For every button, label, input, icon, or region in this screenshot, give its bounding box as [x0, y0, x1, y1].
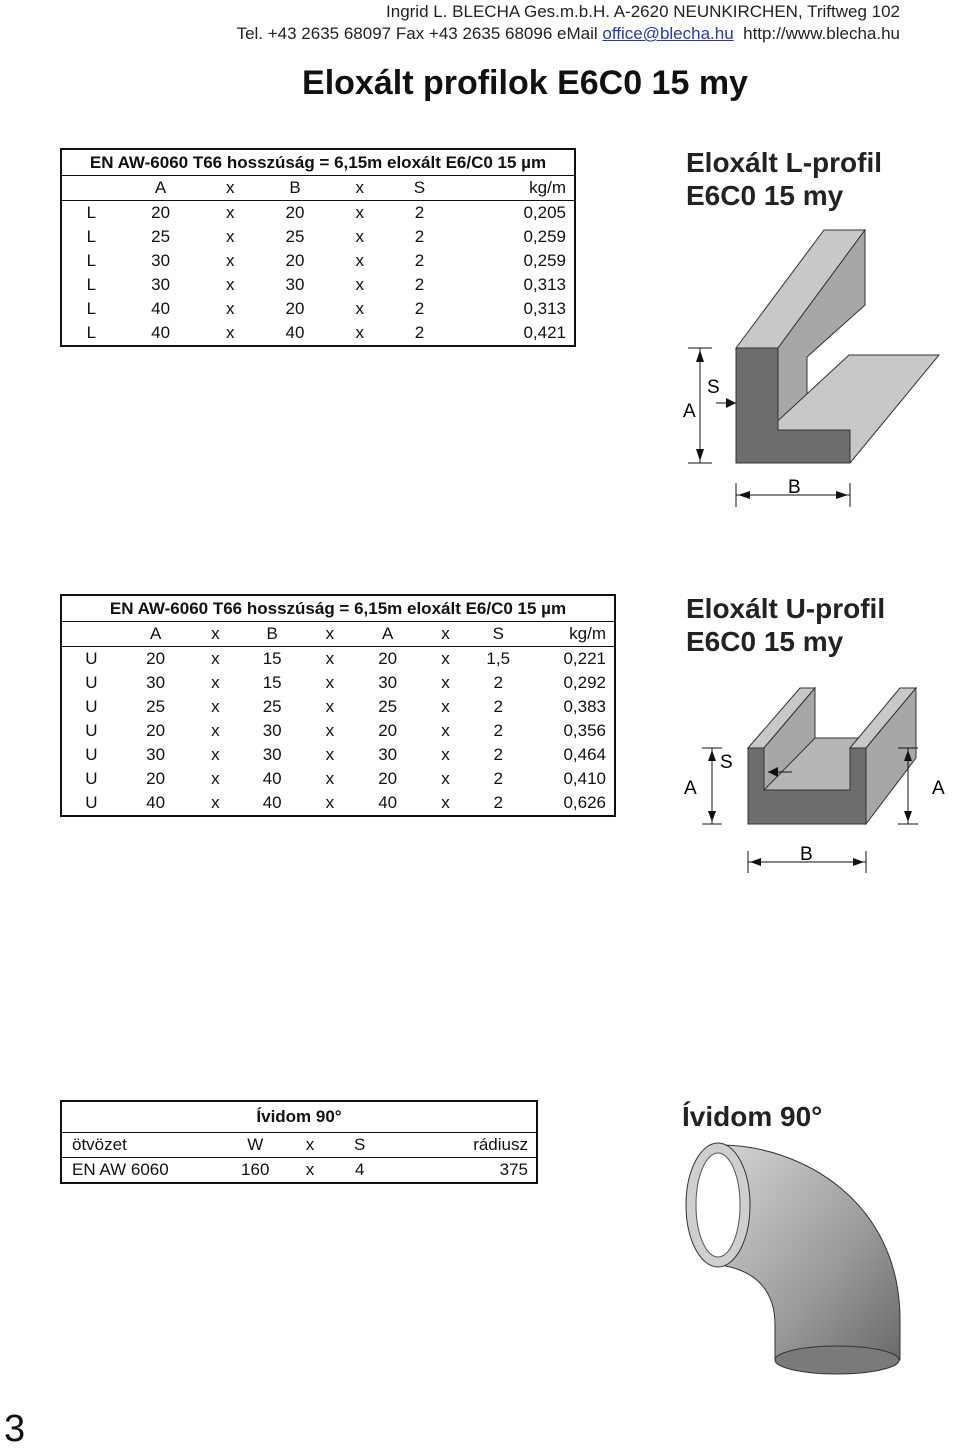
u-table-cell: 25: [262, 697, 282, 716]
u-table-cell: A: [356, 622, 420, 647]
l-table-cell: 25: [151, 227, 171, 246]
elbow-table-cell: EN AW 6060: [72, 1160, 169, 1179]
l-table-cell: x: [355, 299, 364, 318]
u-table-cell: 40: [378, 793, 398, 812]
u-table-row: [61, 743, 615, 767]
l-table-row: [61, 249, 575, 273]
l-label-s: S: [707, 377, 720, 398]
l-table-cell: L: [86, 275, 97, 294]
l-table-cell: 20: [285, 251, 305, 270]
elbow-table-header-row: [61, 1133, 537, 1158]
u-table-cell: 30: [262, 745, 282, 764]
l-table-cell: 30: [285, 275, 305, 294]
u-table-cell: 2: [493, 745, 503, 764]
l-table-cell: x: [226, 203, 235, 222]
u-table-cell: 30: [378, 745, 398, 764]
u-table-row: [61, 671, 615, 695]
l-table-header-row: [61, 176, 575, 201]
u-table-cell: x: [325, 649, 335, 668]
u-table-cell: 30: [146, 673, 166, 692]
u-table-cell: x: [325, 721, 335, 740]
elbow-table-cell: 375: [499, 1160, 528, 1179]
company-line: Ingrid L. BLECHA Ges.m.b.H. A-2620 NEUNKIRCHEN, Triftweg 102: [386, 2, 900, 21]
u-table-cell: 15: [262, 673, 282, 692]
u-table-cell: U: [85, 769, 98, 788]
l-table-cell: x: [226, 227, 235, 246]
contact-line: [237, 24, 900, 44]
elbow-table-cell: 160: [241, 1160, 270, 1179]
l-table-cell: L: [86, 227, 97, 246]
u-table-cell: 20: [378, 721, 398, 740]
l-table-row: [61, 225, 575, 249]
l-label-a: A: [683, 401, 696, 422]
l-table-cell: 40: [151, 323, 171, 342]
elbow-table-cell: x: [290, 1133, 330, 1158]
l-table-cell: x: [355, 203, 364, 222]
u-table-cell: 40: [146, 793, 166, 812]
l-table-cell: x: [226, 299, 235, 318]
l-table-cell: L: [86, 323, 97, 342]
u-table-cell: 20: [146, 721, 166, 740]
u-table-row: [61, 791, 615, 816]
elbow-table-row: [61, 1158, 537, 1184]
l-table-cell: x: [200, 176, 260, 201]
l-table-cell: 30: [151, 275, 171, 294]
u-table-cell: x: [441, 697, 450, 716]
l-table-cell: 2: [414, 203, 425, 222]
u-table-cell: U: [85, 721, 98, 740]
l-table-cell: 20: [285, 203, 305, 222]
l-table-cell: [61, 176, 121, 201]
l-table-cell: L: [86, 203, 97, 222]
u-table-cell: 2: [493, 673, 503, 692]
u-table-cell: x: [441, 745, 450, 764]
elbow-bottom-end: [775, 1346, 899, 1374]
u-table-cell: 0,356: [563, 721, 606, 740]
u-table-cell: x: [325, 697, 335, 716]
u-table-cell: 0,464: [563, 745, 606, 764]
l-heading-line2: E6C0 15 my: [686, 180, 844, 211]
l-table-cell: x: [355, 251, 364, 270]
l-table-cell: 2: [414, 323, 425, 342]
elbow-table-cell: W: [220, 1133, 290, 1158]
l-table-row: [61, 273, 575, 297]
u-profile-heading: [686, 592, 885, 658]
l-table-cell: x: [355, 323, 364, 342]
u-table-caption: EN AW-6060 T66 hosszúság = 6,15m eloxált E6/C0 15 µm: [61, 595, 615, 622]
u-table-cell: x: [420, 622, 472, 647]
l-table-cell: 40: [151, 299, 171, 318]
elbow-heading: Ívidom 90°: [682, 1101, 823, 1132]
u-table-cell: x: [441, 673, 450, 692]
l-table-cell: 20: [285, 299, 305, 318]
elbow-table-cell: rádiusz: [390, 1133, 537, 1158]
u-table-cell: 25: [378, 697, 398, 716]
u-table-cell: kg/m: [525, 622, 615, 647]
l-table-cell: x: [226, 251, 235, 270]
u-table-cell: [61, 622, 121, 647]
u-table-cell: x: [211, 649, 220, 668]
l-table-cell: x: [226, 323, 235, 342]
u-table-cell: 0,221: [563, 649, 606, 668]
l-table-cell: x: [226, 275, 235, 294]
elbow-table-cell: x: [305, 1160, 315, 1179]
u-table-cell: 20: [146, 769, 166, 788]
l-table-cell: 0,205: [523, 203, 566, 222]
page-title: Eloxált profilok E6C0 15 my: [302, 64, 748, 102]
l-table-row: [61, 201, 575, 226]
u-table-cell: x: [211, 697, 220, 716]
u-table-header-row: [61, 622, 615, 647]
l-table-caption: EN AW-6060 T66 hosszúság = 6,15m eloxált E6/C0 15 µm: [61, 149, 575, 176]
u-table-cell: 1,5: [486, 649, 511, 668]
u-heading-line2: E6C0 15 my: [686, 626, 844, 657]
u-table-cell: x: [441, 769, 450, 788]
u-table-cell: S: [471, 622, 525, 647]
l-table-cell: 2: [414, 275, 425, 294]
u-label-a-left: A: [684, 778, 697, 799]
u-table-cell: 20: [378, 649, 398, 668]
u-table-row: [61, 767, 615, 791]
l-table-cell: 40: [285, 323, 305, 342]
l-table-cell: S: [390, 176, 450, 201]
u-table-cell: B: [240, 622, 304, 647]
u-label-b: B: [800, 844, 813, 865]
u-table-cell: 2: [493, 793, 503, 812]
l-table-cell: 0,259: [523, 227, 566, 246]
u-table-cell: U: [85, 697, 98, 716]
elbow-table-cell: ötvözet: [61, 1133, 220, 1158]
u-table-cell: x: [211, 769, 220, 788]
elbow-opening-inner: [696, 1153, 740, 1257]
u-table-cell: 2: [493, 697, 503, 716]
u-table-cell: x: [304, 622, 356, 647]
u-table-cell: U: [85, 673, 98, 692]
l-table-cell: L: [86, 299, 97, 318]
l-table-cell: 2: [414, 299, 425, 318]
u-table-cell: 15: [262, 649, 282, 668]
elbow-diagram: [660, 1140, 940, 1400]
u-table-row: [61, 647, 615, 672]
l-heading-line1: Eloxált L-profil: [686, 147, 882, 178]
u-table-cell: x: [441, 721, 450, 740]
elbow-table: [60, 1100, 538, 1184]
l-label-b: B: [788, 477, 801, 498]
l-table-cell: 25: [285, 227, 305, 246]
u-table-cell: U: [85, 793, 98, 812]
l-table-cell: 30: [151, 251, 171, 270]
u-table-cell: x: [325, 769, 335, 788]
u-heading-line1: Eloxált U-profil: [686, 593, 886, 624]
u-table-cell: x: [190, 622, 240, 647]
email-link[interactable]: office@blecha.hu: [602, 24, 734, 43]
l-table-cell: B: [260, 176, 330, 201]
u-table-cell: x: [211, 721, 220, 740]
l-table-cell: 0,421: [523, 323, 566, 342]
l-profile-table: [60, 148, 576, 347]
u-table-cell: x: [441, 649, 450, 668]
u-table-cell: x: [325, 793, 335, 812]
u-table-cell: U: [85, 649, 98, 668]
website-text: http://www.blecha.hu: [743, 24, 900, 43]
u-table-cell: 25: [146, 697, 166, 716]
elbow-table-cell: S: [330, 1133, 390, 1158]
u-table-cell: x: [211, 673, 220, 692]
u-table-cell: 0,410: [563, 769, 606, 788]
phone-fax-text: Tel. +43 2635 68097 Fax +43 2635 68096 eMail: [236, 24, 603, 43]
l-profile-diagram: [660, 225, 950, 510]
l-table-cell: 0,259: [523, 251, 566, 270]
u-table-cell: 30: [146, 745, 166, 764]
l-table-cell: kg/m: [449, 176, 575, 201]
l-table-row: [61, 297, 575, 321]
l-table-cell: x: [355, 227, 364, 246]
u-table-cell: 40: [262, 769, 282, 788]
u-table-cell: A: [121, 622, 191, 647]
l-table-cell: L: [86, 251, 97, 270]
l-table-cell: 20: [151, 203, 171, 222]
u-table-cell: x: [211, 745, 220, 764]
u-profile-table: [60, 594, 616, 817]
elbow-table-cell: 4: [354, 1160, 365, 1179]
elbow-table-caption: Ívidom 90°: [61, 1101, 537, 1133]
l-table-cell: 0,313: [523, 299, 566, 318]
u-profile-diagram: [660, 678, 955, 878]
u-table-cell: 2: [493, 721, 503, 740]
u-table-cell: 30: [262, 721, 282, 740]
u-label-s: S: [720, 752, 733, 773]
l-table-cell: x: [330, 176, 390, 201]
l-table-row: [61, 321, 575, 346]
l-table-cell: 2: [414, 227, 425, 246]
l-table-cell: 2: [414, 251, 425, 270]
u-table-cell: 20: [378, 769, 398, 788]
u-table-cell: 30: [378, 673, 398, 692]
u-label-a-right: A: [932, 778, 945, 799]
u-table-cell: 0,626: [563, 793, 606, 812]
l-table-cell: 0,313: [523, 275, 566, 294]
l-table-cell: x: [355, 275, 364, 294]
page-number: 3: [4, 1408, 26, 1450]
l-table-cell: A: [121, 176, 201, 201]
u-table-cell: x: [325, 745, 335, 764]
u-table-cell: 0,292: [563, 673, 606, 692]
u-table-row: [61, 719, 615, 743]
u-table-cell: x: [211, 793, 220, 812]
u-table-cell: U: [85, 745, 98, 764]
u-table-cell: 40: [262, 793, 282, 812]
u-table-cell: 0,383: [563, 697, 606, 716]
u-table-row: [61, 695, 615, 719]
u-table-cell: 20: [146, 649, 166, 668]
u-table-cell: x: [441, 793, 450, 812]
l-profile-heading: [686, 146, 882, 212]
u-table-cell: x: [325, 673, 335, 692]
u-table-cell: 2: [493, 769, 503, 788]
